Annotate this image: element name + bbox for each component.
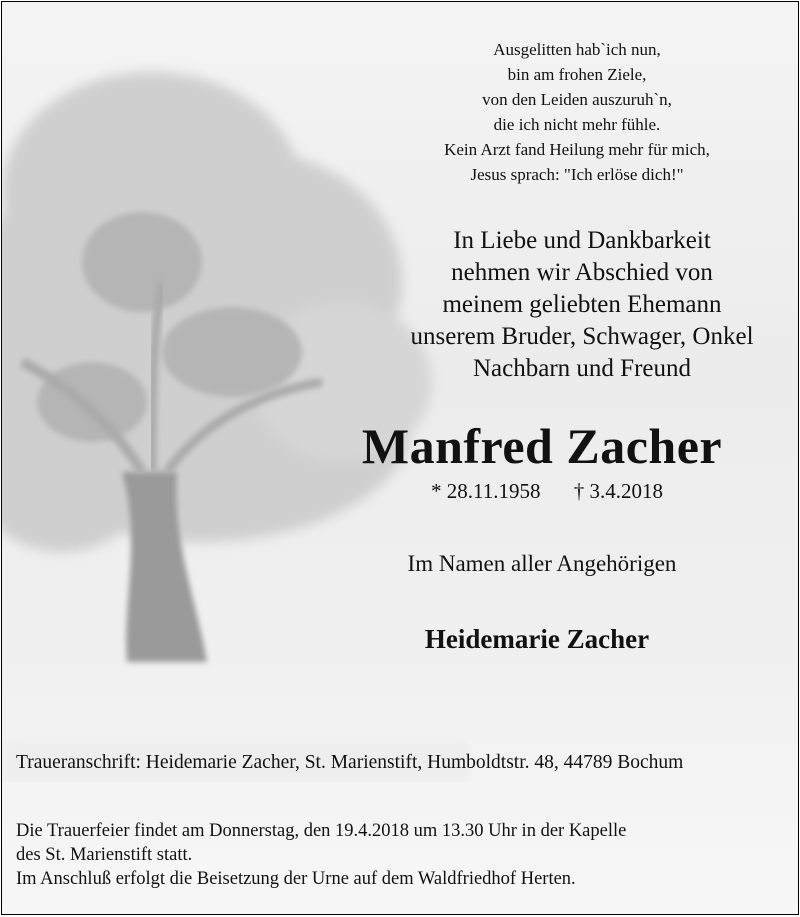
death-date: † 3.4.2018 bbox=[573, 479, 663, 503]
mourning-address: Traueranschrift: Heidemarie Zacher, St. Marienstift, Humboldtstr. 48, 44789 Bochum bbox=[16, 752, 684, 773]
ceremony-line: Die Trauerfeier findet am Donnerstag, den 19.4.2018 um 13.30 Uhr in der Kapelle bbox=[16, 821, 627, 841]
signer-name: Heidemarie Zacher bbox=[424, 624, 650, 654]
farewell-line: In Liebe und Dankbarkeit bbox=[453, 227, 711, 254]
poem-line: die ich nicht mehr fühle. bbox=[493, 115, 661, 134]
poem-line: Jesus sprach: "Ich erlöse dich!" bbox=[470, 165, 684, 184]
poem-line: von den Leiden auszuruh`n, bbox=[482, 90, 672, 109]
obituary-notice bbox=[1, 1, 799, 915]
ceremony-line: Im Anschluß erfolgt die Beisetzung der Urne auf dem Waldfriedhof Herten. bbox=[16, 869, 576, 889]
farewell-line: Nachbarn und Freund bbox=[473, 355, 691, 382]
poem-line: Kein Arzt fand Heilung mehr für mich, bbox=[444, 140, 710, 159]
farewell-line: nehmen wir Abschied von bbox=[451, 259, 713, 286]
birth-date: * 28.11.1958 bbox=[431, 479, 541, 503]
signoff-text: Im Namen aller Angehörigen bbox=[407, 551, 677, 576]
deceased-name: Manfred Zacher bbox=[361, 418, 723, 474]
poem-verse bbox=[382, 37, 772, 187]
ceremony-line: des St. Marienstift statt. bbox=[16, 845, 193, 865]
farewell-line: unserem Bruder, Schwager, Onkel bbox=[410, 323, 754, 350]
poem-line: Ausgelitten hab`ich nun, bbox=[493, 40, 661, 59]
life-dates bbox=[387, 479, 707, 504]
farewell-text bbox=[352, 225, 799, 385]
poem-line: bin am frohen Ziele, bbox=[507, 65, 647, 84]
ceremony-info bbox=[16, 819, 626, 891]
farewell-line: meinem geliebten Ehemann bbox=[442, 291, 722, 318]
